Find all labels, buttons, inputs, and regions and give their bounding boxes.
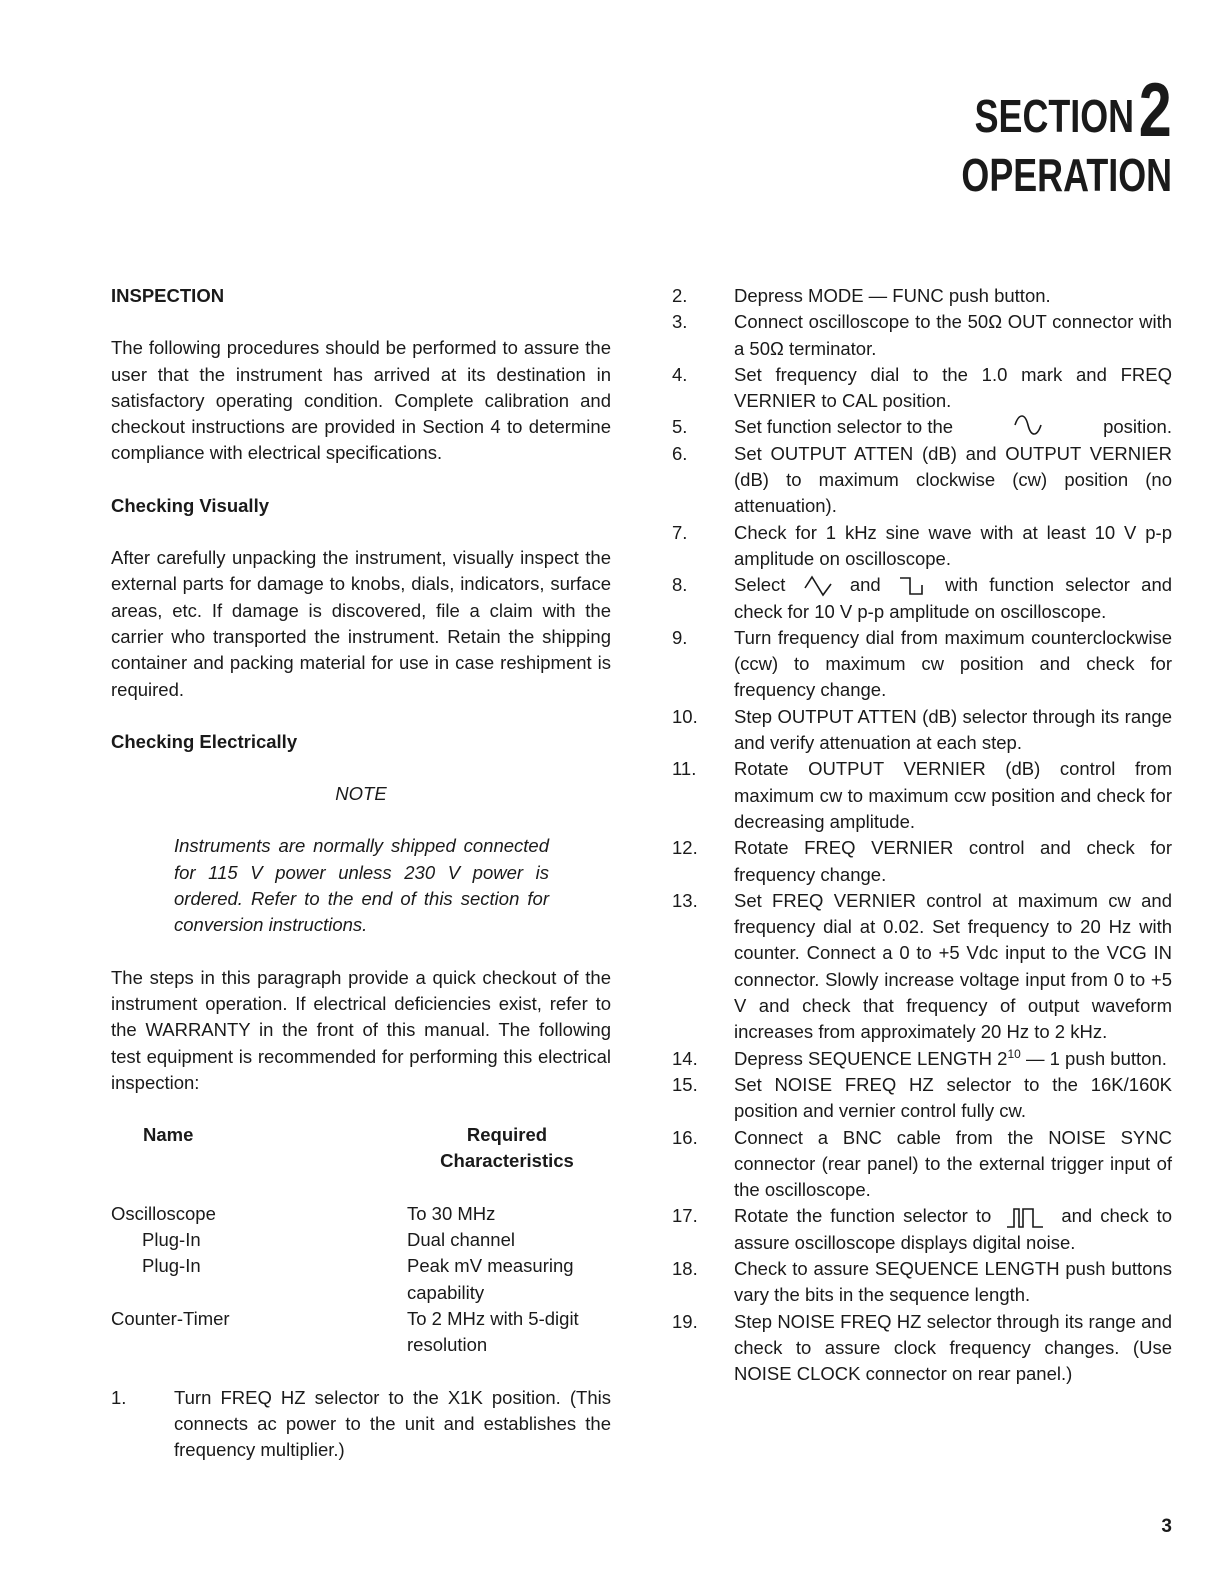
exponent: 10 xyxy=(1007,1046,1021,1061)
section-number: 2 xyxy=(1139,68,1172,153)
equipment-row: Counter-Timer To 2 MHz with 5-digit resolution xyxy=(111,1307,579,1356)
step-5: 5. Set function selector to the position. xyxy=(672,416,1172,438)
step-16: 16. Connect a BNC cable from the NOISE SYNC connector (rear panel) to the external trigger input of the oscilloscope. xyxy=(672,1126,1172,1201)
step-18: 18. Check to assure SEQUENCE LENGTH push buttons vary the bits in the sequence length. xyxy=(672,1257,1172,1306)
left-column xyxy=(111,283,611,1463)
step-2: 2. Depress MODE — FUNC push button. xyxy=(672,285,1051,306)
note-title: NOTE xyxy=(335,783,387,805)
visual-heading: Checking Visually xyxy=(111,494,269,516)
square-wave-icon xyxy=(898,575,928,597)
step-1: 1. Turn FREQ HZ selector to the X1K position. (This connects ac power to the unit and establishes the frequency multiplier.) xyxy=(111,1386,611,1461)
step-3: 3. Connect oscilloscope to the 50Ω OUT connector with a 50Ω terminator. xyxy=(672,311,1172,359)
step-11: 11. Rotate OUTPUT VERNIER (dB) control from maximum cw to maximum ccw position and check for decreasing amplitude. xyxy=(672,758,1172,832)
right-column xyxy=(672,283,1172,1387)
page-number: 3 xyxy=(1161,1516,1172,1537)
section-label: SECTION2 xyxy=(974,68,1172,153)
inspection-heading: INSPECTION xyxy=(111,285,225,306)
equipment-row: Plug-In Peak mV measuring capability xyxy=(142,1255,574,1303)
equipment-row: Oscilloscope To 30 MHz xyxy=(111,1202,496,1224)
step-8: 8. Select and with function selector and check for 10 V p-p amplitude on oscilloscope. xyxy=(672,574,1173,622)
step-12: 12. Rotate FREQ VERNIER control and check for frequency change. xyxy=(672,837,1172,885)
step-9: 9. Turn frequency dial from maximum counterclockwise (ccw) to maximum cw position and check for frequency change. xyxy=(672,626,1172,701)
section-title: OPERATION xyxy=(961,149,1172,201)
electrical-heading: Checking Electrically xyxy=(111,730,298,752)
step-19: 19. Step NOISE FREQ HZ selector through its range and check to assure clock frequency changes. (Use NOISE CLOCK connector on rear panel.) xyxy=(672,1310,1172,1385)
equipment-header xyxy=(111,1122,611,1175)
equipment-row: Plug-In Dual channel xyxy=(142,1229,515,1251)
step-14: 14. Depress SEQUENCE LENGTH $2^{10}$ — 1 push button. xyxy=(672,1046,1167,1069)
steps-intro: The steps in this paragraph provide a quick checkout of the instrument operation. If electrical deficiencies exist, refer to the WARRANTY in the front of this manual. The following test equipment is recommended for performing this electrical inspection: xyxy=(111,966,611,1093)
step-6: 6. Set OUTPUT ATTEN (dB) and OUTPUT VERNIER (dB) to maximum clockwise (cw) position (no attenuation). xyxy=(672,442,1172,517)
inspection-intro: The following procedures should be performed to assure the user that the instrument has arrived at its destination in satisfactory operating condition. Complete calibration and checkout instructions are provided in Section 4 to determine compliance with electrical specifications. xyxy=(111,337,611,464)
section-header xyxy=(902,68,1172,203)
triangle-wave-icon xyxy=(803,575,833,597)
step-7: 7. Check for 1 kHz sine wave with at least 10 V p-p amplitude on oscilloscope. xyxy=(672,521,1172,569)
equipment-req-header: Required Characteristics xyxy=(440,1124,574,1172)
step-15: 15. Set NOISE FREQ HZ selector to the 16K/160K position and vernier control fully cw. xyxy=(672,1073,1172,1122)
note-body: Instruments are normally shipped connected for 115 V power unless 230 V power is ordered. Refer to the end of this section for conversion instructions. xyxy=(174,835,549,936)
equipment-name-header: Name xyxy=(143,1124,194,1146)
step-10: 10. Step OUTPUT ATTEN (dB) selector through its range and verify attenuation at each step. xyxy=(672,705,1172,754)
noise-wave-icon xyxy=(1005,1206,1047,1230)
visual-text: After carefully unpacking the instrument, visually inspect the external parts for damage to knobs, dials, indicators, surface areas, etc. If damage is discovered, file a claim with the carrier who transported the instrument. Retain the shipping container and packing material for use in case reshipment is required. xyxy=(111,547,611,700)
step-17: 17. Rotate the function selector to and check to assure oscilloscope displays digital noise. xyxy=(672,1205,1173,1253)
step-4: 4. Set frequency dial to the 1.0 mark and FREQ VERNIER to CAL position. xyxy=(672,363,1172,412)
step-13: 13. Set FREQ VERNIER control at maximum cw and frequency dial at 0.02. Set frequency to 20 Hz with counter. Connect a 0 to +5 Vdc input to the VCG IN connector. Slowly increase voltage input from 0 to +5 V and check that frequency of output waveform increases from approximately 20 Hz to 2 kHz. xyxy=(672,889,1172,1043)
sine-wave-icon xyxy=(1013,414,1043,436)
